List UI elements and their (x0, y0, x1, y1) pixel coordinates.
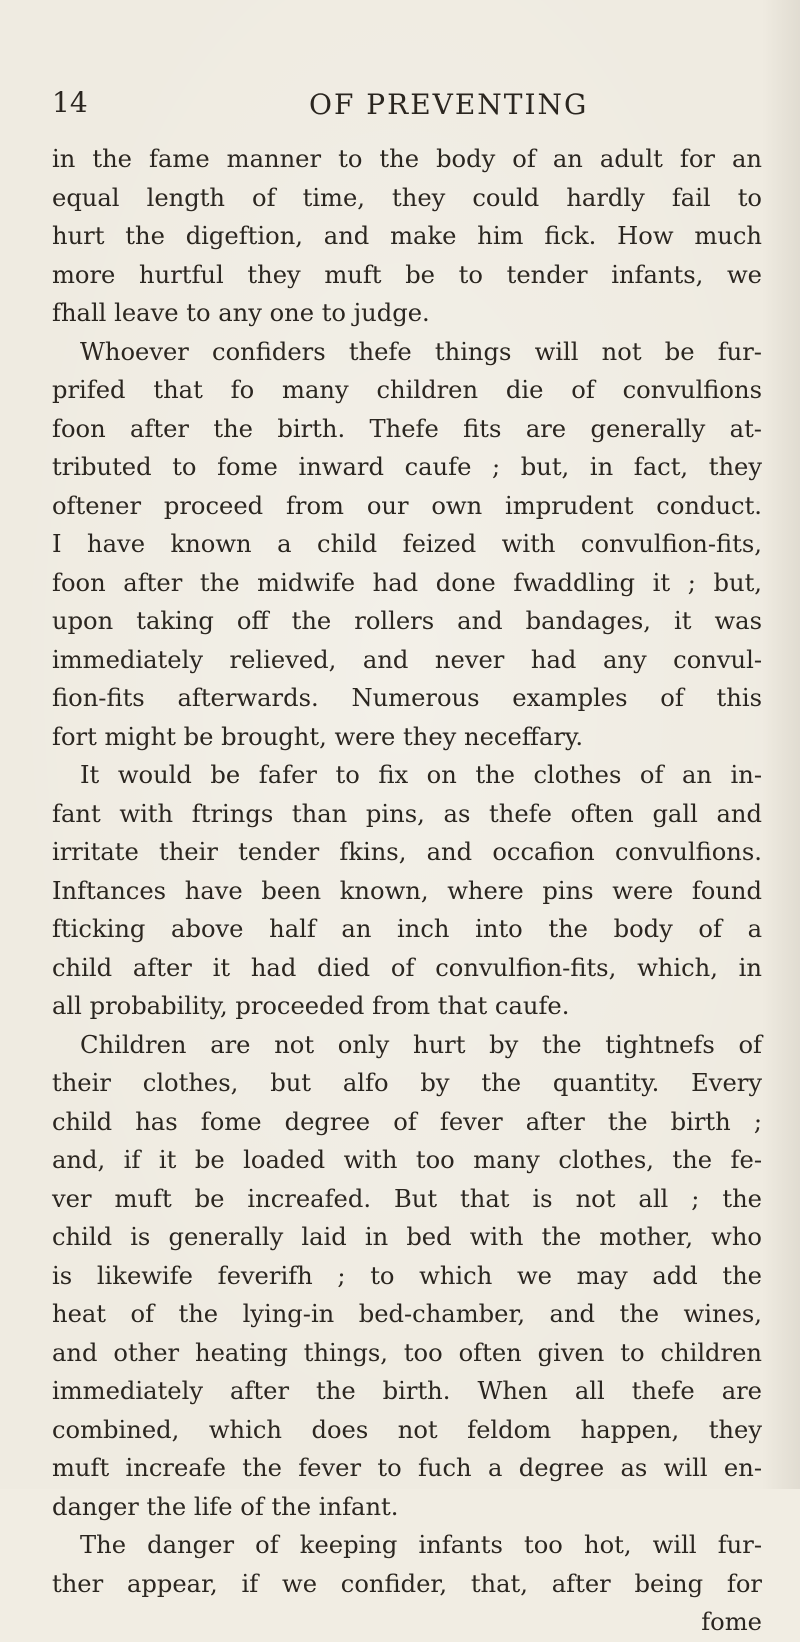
text-line: fticking above half an inch into the body of a (52, 915, 762, 943)
text-line: fant with ftrings than pins, as thefe often gall and (52, 799, 762, 828)
page-number: 14 (52, 86, 88, 119)
text-line: upon taking off the rollers and bandages, it was (52, 607, 762, 635)
text-line: Inftances have been known, where pins were found (52, 876, 762, 905)
text-line: their clothes, but alfo by the quantity. Every (52, 1069, 762, 1097)
running-head (52, 86, 752, 126)
text-line: Whoever confiders thefe things will not be fur- (80, 337, 762, 366)
text-line: tributed to fome inward caufe ; but, in fact, they (52, 453, 762, 481)
running-title: OF PREVENTING (309, 88, 589, 121)
text-line: immediately after the birth. When all thefe are (52, 1377, 762, 1405)
body-text (52, 140, 762, 1642)
text-line: prifed that fo many children die of convulfions (52, 376, 762, 404)
text-line: foon after the midwife had done fwaddling it ; but, (52, 568, 762, 597)
text-line: fort might be brought, were they neceffary. (52, 722, 584, 751)
text-line: The danger of keeping infants too hot, will fur- (80, 1531, 762, 1559)
text-line: Children are not only hurt by the tightnefs of (80, 1030, 762, 1059)
text-line: all probability, proceeded from that caufe. (52, 992, 570, 1020)
text-line: oftener proceed from our own imprudent conduct. (52, 491, 762, 520)
text-line: immediately relieved, and never had any convul- (52, 645, 762, 674)
text-line: It would be fafer to fix on the clothes of an in- (80, 761, 762, 789)
text-line: danger the life of the infant. (52, 1492, 399, 1521)
catchword: fome (701, 1608, 762, 1636)
text-line: foon after the birth. Thefe fits are generally at- (52, 414, 762, 443)
text-line: equal length of time, they could hardly fail to (52, 183, 762, 212)
text-line: heat of the lying-in bed-chamber, and the wines, (52, 1300, 762, 1328)
text-line: child has fome degree of fever after the birth ; (52, 1107, 762, 1136)
text-line: irritate their tender fkins, and occafion convulfions. (52, 838, 762, 866)
text-line: fion-fits afterwards. Numerous examples of this (52, 684, 762, 712)
text-line: ther appear, if we confider, that, after being for (52, 1569, 762, 1598)
page-edge-shadow (762, 0, 800, 1489)
text-line: I have known a child feized with convulfion-fits, (52, 530, 762, 558)
text-line: ver muft be increafed. But that is not all ; the (52, 1184, 762, 1213)
text-line: hurt the digeftion, and make him fick. How much (52, 222, 762, 250)
text-line: is likewife feverifh ; to which we may add the (52, 1261, 762, 1290)
text-line: and other heating things, too often given to children (52, 1338, 762, 1367)
text-line: combined, which does not feldom happen, they (52, 1415, 762, 1444)
text-line: muft increafe the fever to fuch a degree as will en- (52, 1454, 762, 1482)
text-line: fhall leave to any one to judge. (52, 299, 430, 327)
text-line: child after it had died of convulfion-fits, which, in (52, 953, 762, 982)
text-line: child is generally laid in bed with the mother, who (52, 1223, 762, 1251)
text-line: in the fame manner to the body of an adult for an (52, 145, 762, 173)
text-line: more hurtful they muft be to tender infants, we (52, 260, 762, 289)
text-line: and, if it be loaded with too many clothes, the fe- (52, 1146, 762, 1174)
